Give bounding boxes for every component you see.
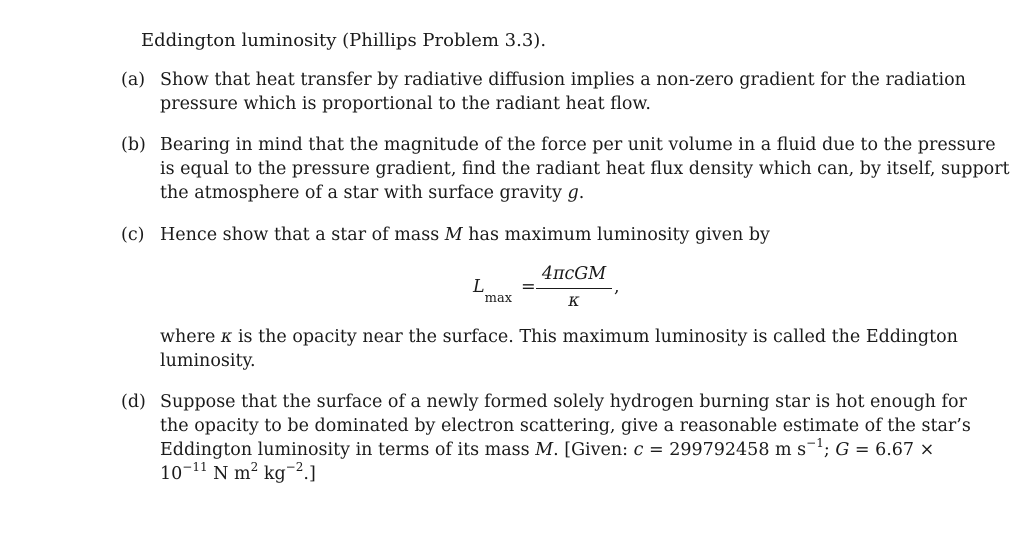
part-c-after-line-2: luminosity. [160,351,256,371]
part-b-line-2: is equal to the pressure gradient, find the radiant heat flux density which can, by itself, support [160,159,1010,179]
part-c-text [160,223,927,247]
part-b-line-1: Bearing in mind that the magnitude of the force per unit volume in a fluid due to the pressure [160,135,996,155]
eddington-equation [473,262,653,312]
part-b-label: (b) [121,135,146,155]
part-d-label: (d) [121,392,146,412]
part-b-text [160,133,1010,205]
equation-numerator: 4πcGM [541,264,607,284]
equation-comma: , [614,277,620,297]
equation-lhs: $L_{max}$ [473,277,513,306]
part-d-text [160,390,971,486]
opacity-symbol: κ [220,327,233,347]
light-speed-symbol: c [633,440,644,460]
equation-equals: = [521,277,536,297]
part-a-text [160,68,966,116]
gravity-symbol: g [567,183,579,203]
problem-title: Eddington luminosity (Phillips Problem 3.3). [141,30,547,51]
part-d-line-3: Eddington luminosity in terms of its mass M. [Given: c = 299792458 m $s^{-1}$; G = 6.67 × [160,436,935,460]
part-d-line-1: Suppose that the surface of a newly formed solely hydrogen burning star is hot enough for [160,392,967,412]
part-a-line-1: Show that heat transfer by radiative diffusion implies a non-zero gradient for the radiation [160,70,966,90]
part-a-line-2: pressure which is proportional to the radiant heat flow. [160,94,651,114]
mass-symbol: M [444,225,463,245]
part-d-line-2: the opacity to be dominated by electron scattering, give a reasonable estimate of the star’s [160,416,971,436]
equation-denominator: κ [568,291,580,311]
part-c-after-line-1: where κ is the opacity near the surface. This maximum luminosity is called the Eddington [160,327,958,347]
part-c-after-text [160,325,958,373]
part-c-label: (c) [121,225,145,245]
part-d-line-4: $10^{-11}$ N $m^2$ $kg^{-2}$.] [160,460,316,484]
gravitational-constant-symbol: G [835,440,850,460]
part-c-line-1: Hence show that a star of mass M has maximum luminosity given by [160,225,770,245]
part-b-line-3: the atmosphere of a star with surface gravity g. [160,183,585,203]
part-a-label: (a) [121,70,146,90]
